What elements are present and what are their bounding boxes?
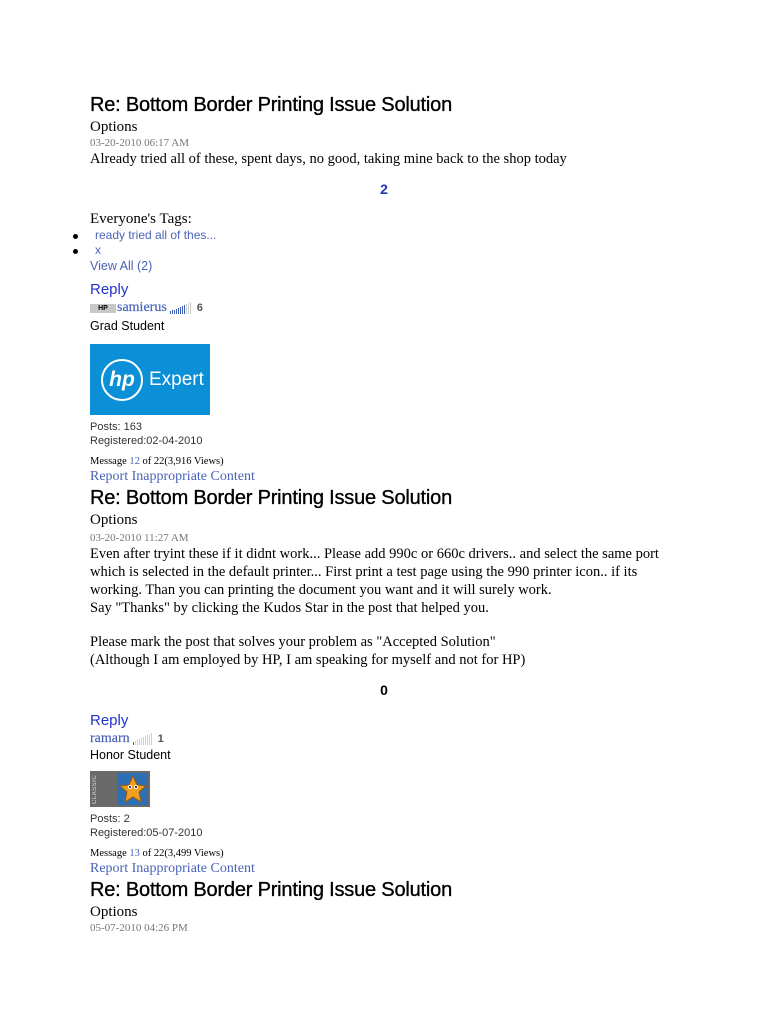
kudos-count[interactable]: 0 (380, 682, 388, 698)
message-prefix: Message (90, 456, 130, 467)
tags-list (90, 228, 690, 258)
registered-date: Registered:02-04-2010 (90, 435, 203, 447)
tag-item[interactable]: ready tried all of thes... (90, 228, 690, 243)
post-title: Re: Bottom Border Printing Issue Solution (90, 487, 452, 509)
rank-bars-icon (133, 733, 152, 745)
message-views: of 22(3,499 Views) (139, 848, 224, 859)
rank-number: 6 (196, 302, 203, 314)
expert-badge (90, 344, 210, 415)
reply-button[interactable]: Reply (90, 281, 129, 298)
post-body (90, 545, 690, 669)
reply-button[interactable]: Reply (90, 712, 129, 729)
options-menu[interactable]: Options (90, 904, 138, 920)
post-date: 03-20-2010 11:27 AM (90, 532, 189, 544)
post-date: 05-07-2010 04:26 PM (90, 922, 188, 934)
report-link[interactable]: Report Inappropriate Content (90, 469, 255, 484)
post-body-line: Even after tryint these if it didnt work... Please add 990c or 660c drivers.. and select the same port which is selected in the default printer... First print a test page using the 990 printer icon.. if its working. Than you can printing the document you want and it will surely work. (90, 546, 659, 598)
author-name[interactable]: ramarn (90, 731, 130, 746)
view-all-tags-link[interactable]: View All (2) (90, 259, 153, 273)
post-count: Posts: 163 (90, 421, 142, 433)
hp-logo-icon: hp (101, 359, 143, 401)
rank-title: Grad Student (90, 319, 165, 333)
avatar-side-label: CLASSIC (92, 774, 98, 804)
tags-label: Everyone's Tags: (90, 211, 192, 227)
options-menu[interactable]: Options (90, 119, 138, 135)
message-meta (90, 847, 690, 861)
options-menu[interactable]: Options (90, 512, 138, 528)
rank-number: 1 (157, 733, 164, 745)
message-number-link[interactable]: 12 (129, 456, 140, 467)
avatar-image (118, 773, 148, 805)
rank-bars-icon (170, 302, 191, 314)
expert-label: Expert (149, 368, 204, 390)
post-date: 03-20-2010 06:17 AM (90, 137, 189, 149)
post-count: Posts: 2 (90, 813, 130, 825)
post-body-line (90, 617, 690, 633)
author-row (90, 731, 690, 747)
report-link[interactable]: Report Inappropriate Content (90, 861, 255, 876)
hp-tag-icon: HP (90, 304, 116, 313)
thread-page (90, 92, 690, 935)
message-meta (90, 455, 690, 469)
author-row (90, 300, 690, 316)
post-title: Re: Bottom Border Printing Issue Solution (90, 879, 452, 901)
post-body-line: Please mark the post that solves your problem as "Accepted Solution" (90, 634, 496, 650)
registered-date: Registered:05-07-2010 (90, 827, 203, 839)
author-name[interactable]: samierus (117, 300, 167, 315)
post-body-line: (Although I am employed by HP, I am speaking for myself and not for HP) (90, 652, 526, 668)
classic-avatar-icon (90, 771, 150, 807)
post-body: Already tried all of these, spent days, no good, taking mine back to the shop today (90, 151, 567, 167)
tag-item[interactable]: x (90, 243, 690, 258)
message-views: of 22(3,916 Views) (139, 456, 224, 467)
kudos-count[interactable]: 2 (380, 181, 388, 197)
message-number-link[interactable]: 13 (129, 848, 140, 859)
post-body-line: Say "Thanks" by clicking the Kudos Star in the post that helped you. (90, 600, 489, 616)
rank-title: Honor Student (90, 748, 171, 762)
post-title: Re: Bottom Border Printing Issue Solution (90, 94, 452, 116)
message-prefix: Message (90, 848, 130, 859)
